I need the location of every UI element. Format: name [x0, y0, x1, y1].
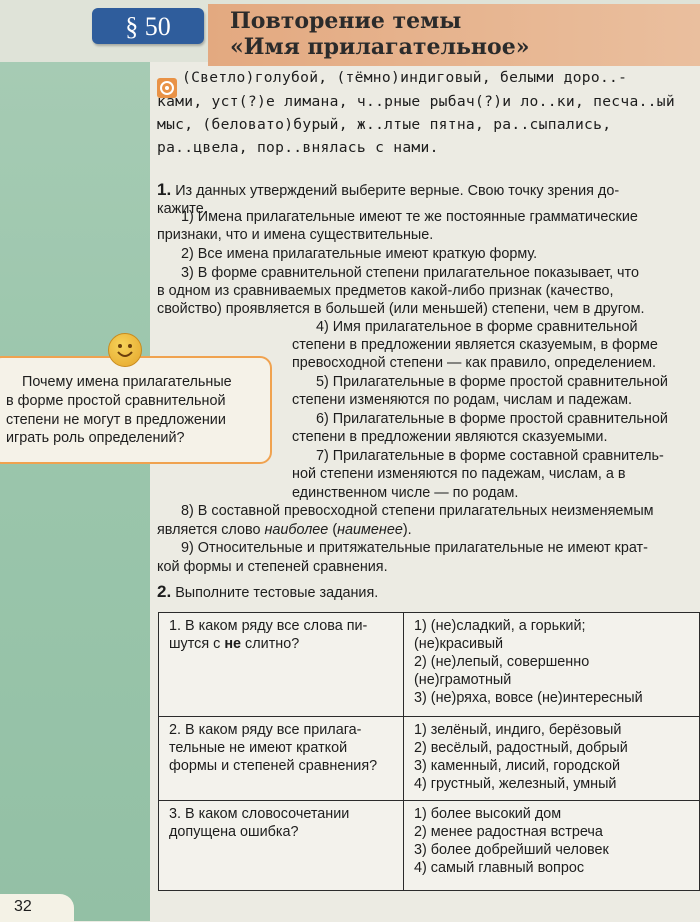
task1-intro — [157, 181, 619, 200]
answer-option: 2) менее радостная встреча — [414, 824, 603, 840]
table-row — [159, 613, 700, 717]
text-segment: шутся с — [169, 636, 225, 652]
task1-item: 4) Имя прилагательное в форме сравнительной — [316, 319, 638, 335]
dictation-line: (Светло)голубой, (тёмно)индиговый, белыми доро..- — [182, 69, 628, 86]
test-table — [158, 612, 700, 891]
question-line: тельные не имеют краткой — [169, 740, 348, 756]
title-box — [208, 4, 700, 66]
task1-item: ной степени изменяются по падежам, числам, а в — [292, 466, 626, 482]
question-line: формы и степеней сравнения? — [169, 758, 378, 774]
task1-item: 3) В форме сравнительной степени прилагательное показывает, что — [181, 265, 639, 281]
answer-option: 4) грустный, железный, умный — [414, 776, 617, 792]
text-segment: слитно? — [241, 636, 300, 652]
question-line: 1. В каком ряду все слова пи- — [169, 618, 368, 634]
text-segment: ( — [328, 522, 338, 538]
task1-item: 5) Прилагательные в форме простой сравнительной — [316, 374, 668, 390]
task1-item: 2) Все имена прилагательные имеют краткую форму. — [181, 246, 538, 262]
table-row — [159, 717, 700, 801]
question-line: допущена ошибка? — [169, 824, 299, 840]
task1-item: 7) Прилагательные в форме составной сравнитель- — [316, 448, 664, 464]
sidebar-question-box — [0, 356, 272, 464]
answer-option: 2) весёлый, радостный, добрый — [414, 740, 628, 756]
paragraph-number: § 50 — [125, 12, 171, 41]
task1-item: 9) Относительные и притяжательные прилагательные не имеют крат- — [181, 540, 648, 556]
page-title-line-2: «Имя прилагательное» — [230, 34, 530, 60]
emphasis-word: не — [224, 636, 242, 652]
task1-item: единственном числе — по родам. — [292, 485, 519, 501]
question-line: 2. В каком ряду все прилага- — [169, 722, 362, 738]
question-line: 3. В каком словосочетании — [169, 806, 350, 822]
sidebar-question-line: в форме простой сравнительной — [6, 393, 226, 409]
task1-item: степени изменяются по родам, числам и падежам. — [292, 392, 632, 408]
answer-option: 1) (не)сладкий, а горький; — [414, 618, 586, 634]
answer-cell — [404, 613, 700, 717]
task1-item: кой формы и степеней сравнения. — [157, 559, 388, 575]
task2-title — [157, 583, 378, 602]
table-row — [159, 801, 700, 891]
question-cell — [159, 717, 404, 801]
emphasis-word: наименее — [337, 522, 403, 538]
answer-option: 3) (не)ряха, вовсе (не)интересный — [414, 690, 643, 706]
task1-item: 1) Имена прилагательные имеют те же постоянные грамматические — [181, 209, 638, 225]
task1-item-8-cont — [157, 521, 412, 539]
smile-icon — [108, 333, 142, 367]
question-line — [169, 635, 395, 653]
page-number-tab — [0, 894, 74, 922]
task1-intro-text: Из данных утверждений выберите верные. Свою точку зрения до- — [175, 183, 620, 199]
answer-option: 2) (не)лепый, совершенно — [414, 654, 590, 670]
task1-item-8: 8) В составной превосходной степени прилагательных неизменяемым — [181, 503, 654, 519]
sidebar-question-line: Почему имена прилагательные — [22, 374, 232, 390]
answer-option: 4) самый главный вопрос — [414, 860, 585, 876]
answer-option: 1) более высокий дом — [414, 806, 562, 822]
sidebar-question-line: степени не могут в предложении — [6, 412, 226, 428]
answer-option: 1) зелёный, индиго, берёзовый — [414, 722, 622, 738]
text-segment: является слово — [157, 522, 265, 538]
page-title-line-1: Повторение темы — [230, 8, 462, 34]
emphasis-word: наиболее — [264, 522, 329, 538]
answer-option: 3) более добрейший человек — [414, 842, 609, 858]
sidebar-question-line: играть роль определений? — [6, 430, 185, 446]
task2-title-text: Выполните тестовые задания. — [175, 585, 379, 601]
task1-item: степени в предложении является сказуемым, в форме — [292, 337, 658, 353]
task1-item: в одном из сравниваемых предметов какой-либо признак (качество, — [157, 283, 614, 299]
task1-item: свойство) проявляется в большей (или меньшей) степени, чем в другом. — [157, 301, 645, 317]
task1-number: 1. — [157, 180, 172, 199]
task1-item: признаки, что и имена существительные. — [157, 227, 434, 243]
answer-option: (не)красивый — [414, 636, 504, 652]
paragraph-badge — [92, 8, 204, 44]
task1-item: степени в предложении являются сказуемыми. — [292, 429, 608, 445]
task1-item: 6) Прилагательные в форме простой сравнительной — [316, 411, 668, 427]
task1-item: превосходной степени — как правило, определением. — [292, 355, 657, 371]
task2-number: 2. — [157, 582, 172, 601]
page-number: 32 — [14, 898, 32, 915]
answer-option: (не)грамотный — [414, 672, 512, 688]
task1-intro-cont: кажите. — [157, 201, 208, 217]
question-cell — [159, 801, 404, 891]
dictation-line: ками, уст(?)е лимана, ч..рные рыбач(?)и ло..ки, песча..ый — [157, 93, 675, 110]
answer-cell — [404, 801, 700, 891]
dictation-line: ра..цвела, пор..внялась с нами. — [157, 139, 439, 156]
dictation-line: мыс, (беловато)бурый, ж..лтые пятна, ра..сыпались, — [157, 116, 612, 133]
answer-option: 3) каменный, лисий, городской — [414, 758, 621, 774]
text-segment: ). — [402, 522, 412, 538]
answer-cell — [404, 717, 700, 801]
question-cell — [159, 613, 404, 717]
